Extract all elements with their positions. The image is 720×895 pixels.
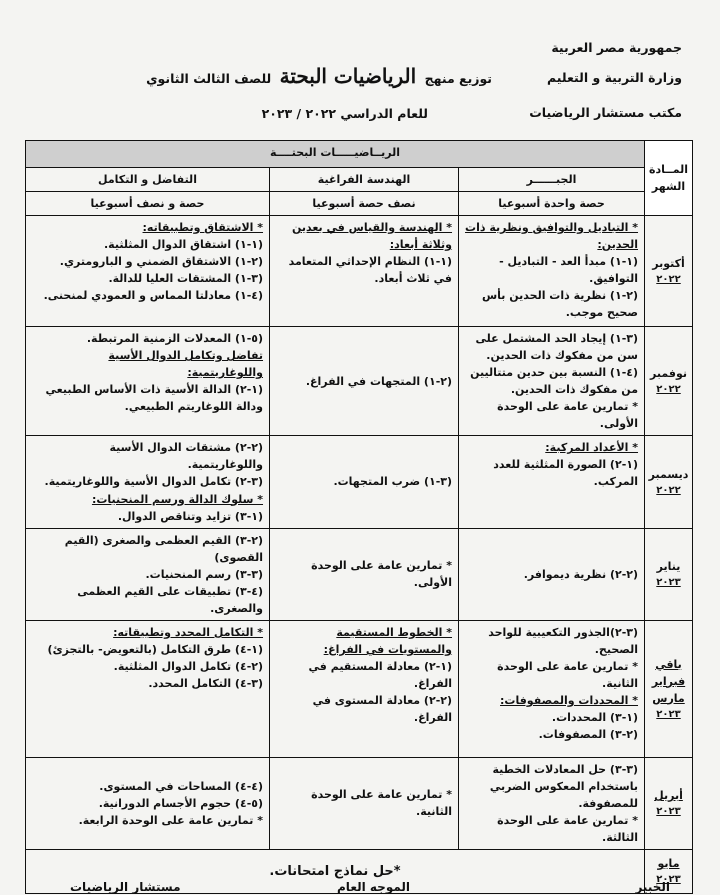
month-year: ٢٠٢٣ xyxy=(656,577,681,588)
month-year: ٢٠٢٣ xyxy=(656,874,681,886)
load-calculus: حصة و نصف أسبوعيا xyxy=(26,192,270,216)
header-row-subject xyxy=(26,141,693,168)
topic-line: * الاشتقاق وتطبيقاته: xyxy=(142,221,264,235)
topic-line: (٤-١) معادلتا المماس و العمودي لمنحنى. xyxy=(43,289,264,303)
month-name: مايو xyxy=(657,857,680,871)
month-year: ٢٠٢٢ xyxy=(656,273,681,285)
load-algebra: حصة واحدة أسبوعيا xyxy=(459,192,645,216)
topic-line: (١-٣) المحددات. xyxy=(551,711,639,725)
month-label: الشهر xyxy=(651,180,686,194)
topic-line: (٢-٣) القيم العظمى والصغرى (القيم القصوى) xyxy=(64,533,264,564)
month-cell xyxy=(645,528,693,620)
footer-supervisor: الموجه العام xyxy=(337,880,410,894)
month-year: ٢٠٢٣ xyxy=(656,806,681,818)
month-name: نوفمبر xyxy=(650,366,687,380)
month-name: أكتوبر xyxy=(652,256,685,270)
month-year: ٢٠٢٢ xyxy=(656,484,681,496)
title-emphasis: الرياضيات البحتة xyxy=(279,64,417,88)
document-title xyxy=(146,64,492,88)
topic-line: * سلوك الدالة ورسم المنحنيات: xyxy=(91,492,264,506)
calculus-cell xyxy=(26,620,270,757)
topic-line: (١-٢) الصورة المثلثية للعدد المركب. xyxy=(493,458,639,489)
algebra-cell xyxy=(459,620,645,757)
month-cell xyxy=(645,216,693,327)
topic-line: * الهندسة والقياس في بعدين وثلاثة أبعاد: xyxy=(291,221,453,252)
calculus-cell xyxy=(26,528,270,620)
table-row xyxy=(26,216,693,327)
topic-line: (٣-٣) رسم المنحنيات. xyxy=(145,567,264,581)
exam-practice-cell: *حل نماذج امتحانات. xyxy=(26,850,645,894)
topic-line: (٢-٢) مشتقات الدوال الأسية واللوغاريتمية. xyxy=(109,441,264,472)
header-ministry: وزارة التربية و التعليم xyxy=(546,70,682,85)
header-row-branches xyxy=(26,168,693,192)
topic-line: (١-٤) طرق التكامل (بالتعويض- بالتجزئ) xyxy=(47,642,264,656)
topic-line: (٢-١) المتجهات في الفراغ. xyxy=(305,374,453,388)
month-name: ديسمبر xyxy=(648,467,689,481)
title-prefix: توزيع منهج xyxy=(424,71,492,86)
topic-line: (٣-٢)الجذور التكعيبية للواحد الصحيح. xyxy=(488,625,639,656)
topic-line: * تمارين عامة على الوحدة الثالثة. xyxy=(497,813,639,845)
table-row xyxy=(26,757,693,849)
topic-line: * الخطوط المستقيمة والمستويات في الفراغ: xyxy=(323,625,453,656)
table-row xyxy=(26,528,693,620)
topic-line: (٣-١) المشتقات العليا للدالة. xyxy=(108,272,264,286)
load-geometry: نصف حصة أسبوعيا xyxy=(270,192,459,216)
academic-year: للعام الدراسي ٢٠٢٢ / ٢٠٢٣ xyxy=(261,106,428,121)
topic-line: (٣-٢) تكامل الدوال الأسية واللوغاريتمية. xyxy=(44,475,264,489)
geometry-cell xyxy=(270,757,459,849)
topic-line: (٣-٣) حل المعادلات الخطية باستخدام المعكوس الضربي للمصفوفة. xyxy=(489,762,639,810)
calculus-cell xyxy=(26,216,270,327)
topic-line: (٢-٤) تكامل الدوال المثلثية. xyxy=(113,659,264,673)
topic-line: (٥-١) المعدلات الزمنية المرتبطة. xyxy=(86,332,264,346)
title-suffix: للصف الثالث الثانوي xyxy=(146,71,272,86)
footer-advisor: مستشار الرياضيات xyxy=(70,880,181,894)
topic-line: (٢-٣) المصفوفات. xyxy=(538,728,639,742)
month-cell xyxy=(645,620,693,757)
topic-line: (١-١) النظام الإحداثي المتعامد في ثلاث أبعاد. xyxy=(288,255,453,286)
table-row xyxy=(26,620,693,757)
topic-line: (٢-٢) نظرية ديموافر. xyxy=(523,567,639,581)
geometry-cell xyxy=(270,528,459,620)
subject-month-cell xyxy=(645,141,693,216)
column-algebra: الجبــــــر xyxy=(459,168,645,192)
header-republic: جمهورية مصر العربية xyxy=(551,40,682,55)
topic-line: (١-١) مبدأ العد - التباديل - التوافيق. xyxy=(499,255,639,286)
topic-line: * تمارين عامة على الوحدة الأولى. xyxy=(497,400,639,431)
month-name: باقي فبراير مارس xyxy=(651,657,686,705)
column-geometry: الهندسة الفراغية xyxy=(270,168,459,192)
topic-line: * الأعداد المركبة: xyxy=(545,441,639,455)
topic-line: * المحددات والمصفوفات: xyxy=(500,694,639,708)
month-cell xyxy=(645,327,693,436)
topic-line: (٣-١) ضرب المتجهات. xyxy=(333,475,453,489)
topic-line: (٣-٤) التكامل المحدد. xyxy=(148,676,264,690)
month-cell xyxy=(645,757,693,849)
footer-expert: الخبير xyxy=(635,880,670,894)
algebra-cell xyxy=(459,327,645,436)
topic-line: (٢-١) الاشتقاق الضمني و البارومتري. xyxy=(59,255,264,269)
month-name: يناير xyxy=(656,559,681,573)
algebra-cell xyxy=(459,216,645,327)
calculus-cell xyxy=(26,757,270,849)
subject-header: الريــاضيـــــات البحتــــة xyxy=(26,141,645,168)
topic-line: (١-٣) تزايد وتناقص الدوال. xyxy=(117,509,264,523)
topic-line: (١-٢) الدالة الأسية ذات الأساس الطبيعي ودالة اللوغاريتم الطبيعي. xyxy=(45,383,264,414)
geometry-cell xyxy=(270,436,459,528)
month-cell xyxy=(645,436,693,528)
geometry-cell xyxy=(270,327,459,436)
topic-line: * التكامل المحدد وتطبيقاته: xyxy=(113,625,264,639)
topic-line: (٢-٢) معادلة المستوى في الفراغ. xyxy=(312,694,453,725)
topic-line: * تمارين عامة على الوحدة الرابعة. xyxy=(78,813,264,827)
topic-line: * تمارين عامة على الوحدة الثانية. xyxy=(311,788,453,819)
topic-line: * تمارين عامة على الوحدة الثانية. xyxy=(497,659,639,690)
topic-line: (١-٢) معادلة المستقيم في الفراغ. xyxy=(308,659,453,690)
topic-line: * تمارين عامة على الوحدة الأولى. xyxy=(311,559,453,590)
month-year: ٢٠٢٣ xyxy=(656,708,681,720)
algebra-cell xyxy=(459,528,645,620)
topic-line: (٤-٣) تطبيقات على القيم العظمى والصغرى. xyxy=(77,584,264,615)
table-row xyxy=(26,327,693,436)
month-year: ٢٠٢٢ xyxy=(656,384,681,395)
calculus-cell xyxy=(26,327,270,436)
calculus-cell xyxy=(26,436,270,528)
header-office: مكتب مستشار الرياضيات xyxy=(529,105,682,120)
algebra-cell xyxy=(459,757,645,849)
topic-line: (١-١) اشتقاق الدوال المثلثية. xyxy=(103,238,264,252)
topic-line: تفاضل وتكامل الدوال الأسية واللوغاريتمية: xyxy=(108,349,264,380)
topic-line: (٤-٤) المساحات في المستوى. xyxy=(99,779,264,793)
curriculum-table xyxy=(25,140,693,894)
algebra-cell xyxy=(459,436,645,528)
topic-line: (٢-١) نظرية ذات الحدين بأس صحيح موجب. xyxy=(482,289,639,320)
topic-line: (٥-٤) حجوم الأجسام الدورانية. xyxy=(98,796,264,810)
topic-line: * التباديل والتوافيق ونظرية ذات الحدين: xyxy=(465,221,639,252)
topic-line: (٣-١) إيجاد الحد المشتمل على سن من مفكوك ذات الحدين. xyxy=(475,332,639,363)
geometry-cell xyxy=(270,216,459,327)
topic-line: (٤-١) النسبة بين حدين متتاليين من مفكوك ذات الحدين. xyxy=(470,366,639,397)
subject-label: المــادة xyxy=(648,163,689,176)
month-name: أبريل xyxy=(654,789,683,803)
header-row-load xyxy=(26,192,693,216)
geometry-cell xyxy=(270,620,459,757)
table-row xyxy=(26,436,693,528)
column-calculus: التفاضل و التكامل xyxy=(26,168,270,192)
